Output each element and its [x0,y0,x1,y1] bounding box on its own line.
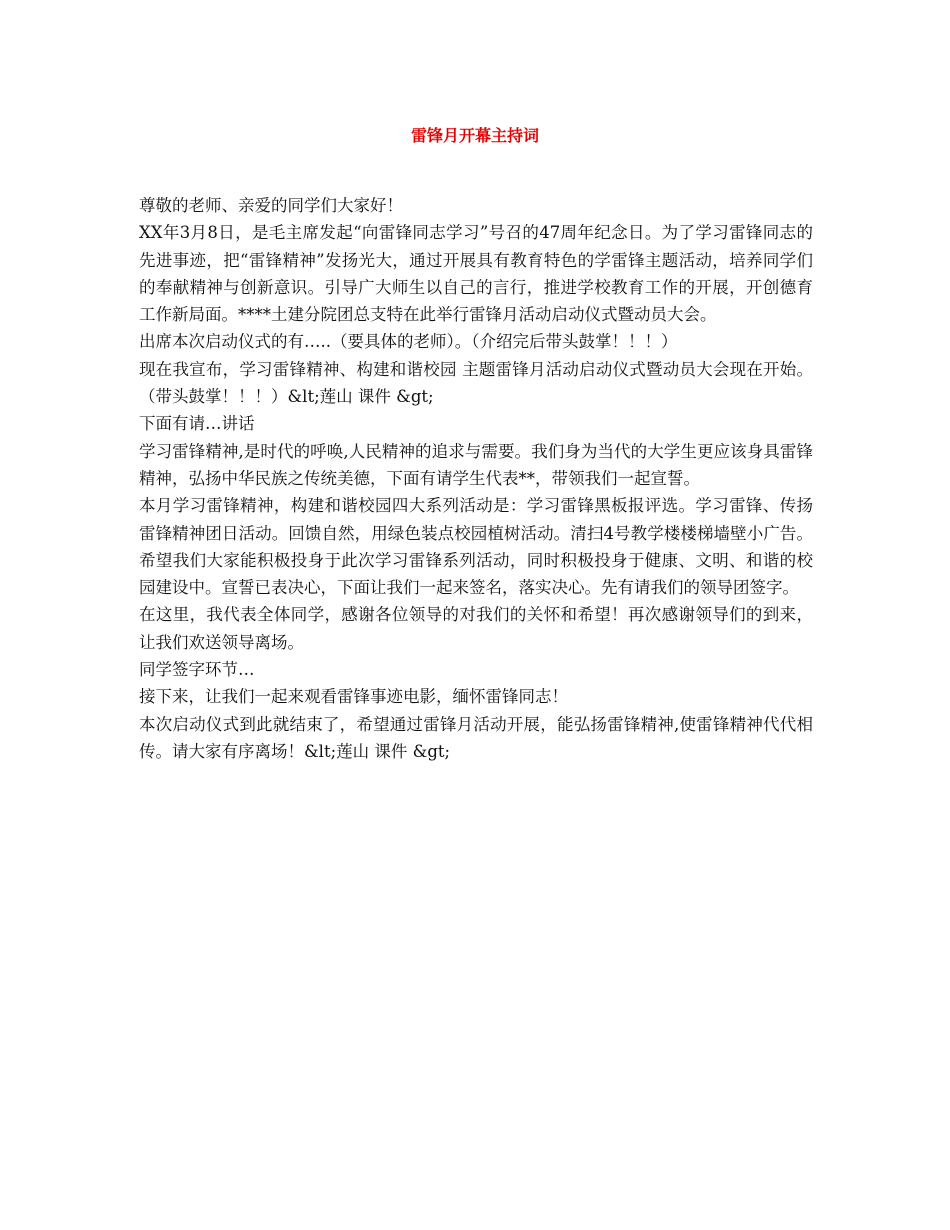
paragraph-speech-invitation: 下面有请…讲话 [139,414,255,434]
paragraph-opening-announcement: 现在我宣布，学习雷锋精神、构建和谐校园 主题雷锋月活动启动仪式暨动员大会现在开始。（带头鼓掌！！！）&lt;莲山 课件 &gt; [139,359,813,407]
paragraph-activities: 本月学习雷锋精神，构建和谐校园四大系列活动是：学习雷锋黑板报评选。学习雷锋、传扬雷锋精神团日活动。回馈自然，用绿色装点校园植树活动。清扫4号教学楼楼梯墙壁小广告。希望我们大家能积极投身于此次学习雷锋系列活动，同时积极投身于健康、文明、和谐的校园建设中。宣誓已表决心，下面让我们一起来签名，落实决心。先有请我们的领导团签字。 [139,496,813,598]
document-title: 雷锋月开幕主持词 [410,126,539,145]
document-body [139,192,813,765]
paragraph-introduction: XX年3月8日，是毛主席发起“向雷锋同志学习”号召的47周年纪念日。为了学习雷锋同志的先进事迹，把“雷锋精神”发扬光大，通过开展具有教育特色的学雷锋主题活动，培养同学们的奉献精神与创新意识。引导广大师生以自己的言行，推进学校教育工作的开展，开创德育工作新局面。****土建分院团总支特在此举行雷锋月活动启动仪式暨动员大会。 [139,223,813,325]
paragraph-film: 接下来，让我们一起来观看雷锋事迹电影，缅怀雷锋同志！ [139,687,568,707]
paragraph-attendees: 出席本次启动仪式的有…..（要具体的老师）。（介绍完后带头鼓掌！！！） [139,332,678,352]
paragraph-thanks: 在这里，我代表全体同学，感谢各位领导的对我们的关怀和希望！再次感谢领导们的到来，让我们欢送领导离场。 [139,605,813,652]
paragraph-closing: 本次启动仪式到此就结束了，希望通过雷锋月活动开展，能弘扬雷锋精神,使雷锋精神代代相传。请大家有序离场！&lt;莲山 课件 &gt; [139,714,813,761]
paragraph-oath: 学习雷锋精神,是时代的呼唤,人民精神的追求与需要。我们身为当代的大学生更应该身具雷锋精神，弘扬中华民族之传统美德，下面有请学生代表**，带领我们一起宣誓。 [139,441,813,488]
paragraph-signing: 同学签字环节… [139,660,255,680]
paragraph-greeting: 尊敬的老师、亲爱的同学们大家好！ [139,196,403,215]
